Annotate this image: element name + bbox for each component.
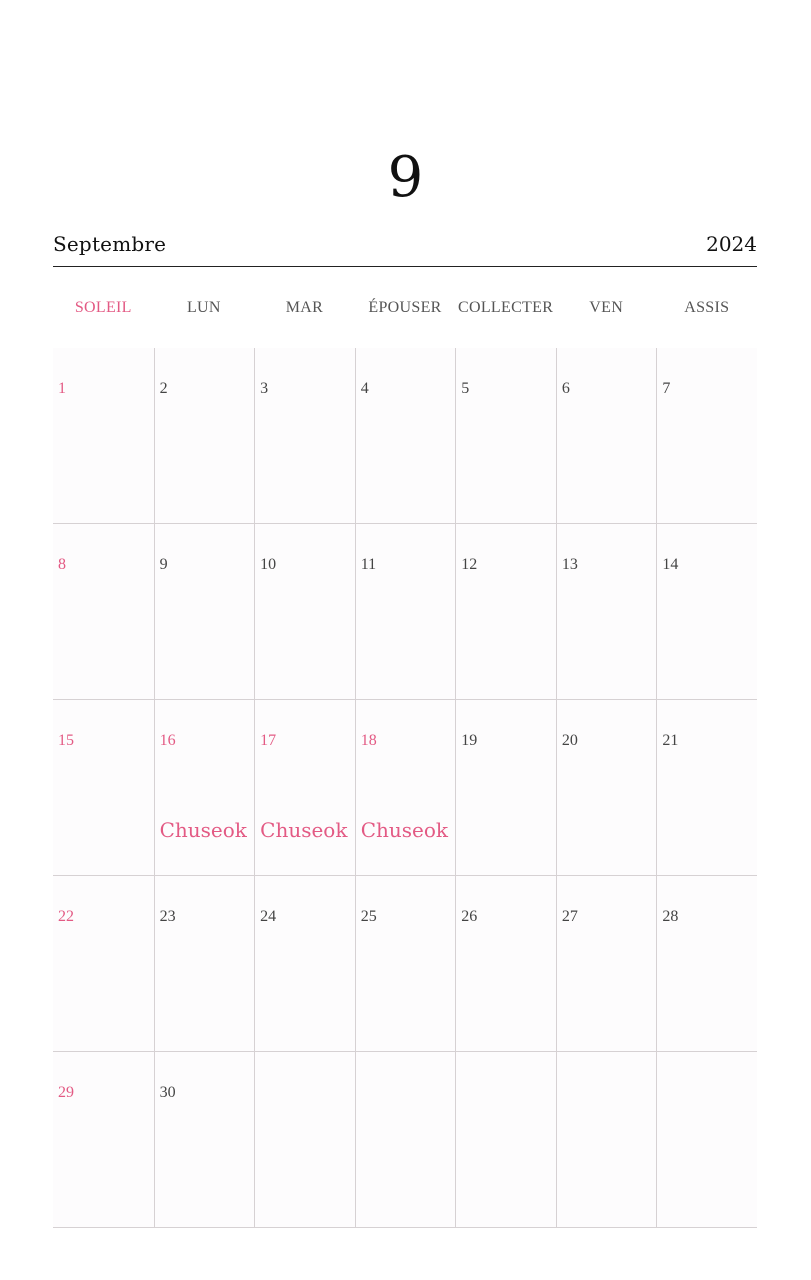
holiday-event-label: Chuseok bbox=[260, 818, 348, 842]
day-number: 26 bbox=[461, 908, 478, 925]
day-number: 5 bbox=[461, 380, 470, 397]
calendar-day-cell[interactable] bbox=[556, 524, 657, 700]
calendar-day-cell[interactable] bbox=[556, 700, 657, 876]
year-label: 2024 bbox=[706, 232, 757, 256]
calendar-day-cell[interactable] bbox=[556, 1052, 657, 1228]
calendar-day-cell[interactable] bbox=[355, 700, 456, 876]
calendar-day-cell[interactable] bbox=[53, 524, 154, 700]
day-number: 18 bbox=[360, 732, 377, 749]
day-number: 10 bbox=[260, 556, 277, 573]
calendar-day-cell[interactable] bbox=[656, 876, 757, 1052]
calendar-day-cell[interactable] bbox=[254, 348, 355, 524]
day-number: 17 bbox=[260, 732, 277, 749]
calendar-day-cell[interactable] bbox=[656, 700, 757, 876]
day-number: 30 bbox=[159, 1084, 176, 1101]
day-number: 24 bbox=[260, 908, 277, 925]
day-number: 16 bbox=[159, 732, 176, 749]
calendar-day-cell[interactable] bbox=[53, 348, 154, 524]
holiday-event-label: Chuseok bbox=[360, 818, 449, 842]
calendar-day-cell[interactable] bbox=[455, 700, 556, 876]
day-number: 12 bbox=[461, 556, 478, 573]
weekday-thursday: COLLECTER bbox=[458, 299, 554, 316]
calendar-day-cell[interactable] bbox=[53, 1052, 154, 1228]
calendar-day-cell[interactable] bbox=[355, 348, 456, 524]
weekday-tuesday: MAR bbox=[285, 299, 324, 316]
calendar-day-cell[interactable] bbox=[455, 876, 556, 1052]
calendar-day-cell[interactable] bbox=[254, 524, 355, 700]
weekday-wednesday: ÉPOUSER bbox=[368, 299, 442, 316]
calendar-grid bbox=[53, 348, 757, 1228]
day-number: 6 bbox=[561, 380, 570, 397]
day-number: 21 bbox=[662, 732, 679, 749]
day-number: 3 bbox=[260, 380, 269, 397]
calendar-day-cell[interactable] bbox=[355, 524, 456, 700]
holiday-event-label: Chuseok bbox=[159, 818, 247, 842]
calendar-day-cell[interactable] bbox=[455, 524, 556, 700]
day-number: 28 bbox=[662, 908, 679, 925]
calendar-day-cell[interactable] bbox=[154, 1052, 255, 1228]
weekday-monday: LUN bbox=[186, 299, 221, 316]
day-number: 13 bbox=[561, 556, 578, 573]
calendar-day-cell[interactable] bbox=[556, 876, 657, 1052]
day-number: 19 bbox=[461, 732, 478, 749]
calendar-day-cell[interactable] bbox=[254, 876, 355, 1052]
day-number: 11 bbox=[360, 556, 377, 573]
calendar-day-cell[interactable] bbox=[154, 876, 255, 1052]
calendar-day-cell[interactable] bbox=[53, 700, 154, 876]
calendar-day-cell[interactable] bbox=[455, 348, 556, 524]
calendar-day-cell[interactable] bbox=[656, 524, 757, 700]
month-number: 9 bbox=[387, 145, 424, 210]
day-number: 8 bbox=[58, 556, 66, 573]
calendar-day-cell[interactable] bbox=[355, 876, 456, 1052]
weekday-saturday: ASSIS bbox=[684, 299, 730, 316]
weekday-header-row bbox=[53, 268, 757, 349]
calendar-day-cell[interactable] bbox=[656, 348, 757, 524]
calendar-day-cell[interactable] bbox=[154, 700, 255, 876]
day-number: 22 bbox=[58, 908, 74, 925]
calendar-day-cell[interactable] bbox=[355, 1052, 456, 1228]
calendar-day-cell[interactable] bbox=[656, 1052, 757, 1228]
calendar-day-cell[interactable] bbox=[154, 348, 255, 524]
month-name: Septembre bbox=[53, 232, 167, 256]
weekday-sunday: SOLEIL bbox=[74, 299, 132, 316]
calendar-header bbox=[53, 228, 757, 267]
weekday-friday: VEN bbox=[589, 299, 624, 316]
day-number: 20 bbox=[561, 732, 578, 749]
day-number: 7 bbox=[662, 380, 671, 397]
calendar-day-cell[interactable] bbox=[53, 876, 154, 1052]
day-number: 14 bbox=[662, 556, 679, 573]
day-number: 25 bbox=[360, 908, 377, 925]
day-number: 27 bbox=[561, 908, 578, 925]
calendar-day-cell[interactable] bbox=[154, 524, 255, 700]
calendar-day-cell[interactable] bbox=[556, 348, 657, 524]
day-number: 4 bbox=[360, 380, 369, 397]
calendar-day-cell[interactable] bbox=[455, 1052, 556, 1228]
day-number: 29 bbox=[58, 1084, 74, 1101]
calendar-day-cell[interactable] bbox=[254, 700, 355, 876]
day-number: 9 bbox=[159, 556, 168, 573]
day-number: 23 bbox=[159, 908, 176, 925]
day-number: 1 bbox=[58, 380, 66, 397]
day-number: 2 bbox=[159, 380, 168, 397]
day-number: 15 bbox=[58, 732, 74, 749]
calendar-day-cell[interactable] bbox=[254, 1052, 355, 1228]
